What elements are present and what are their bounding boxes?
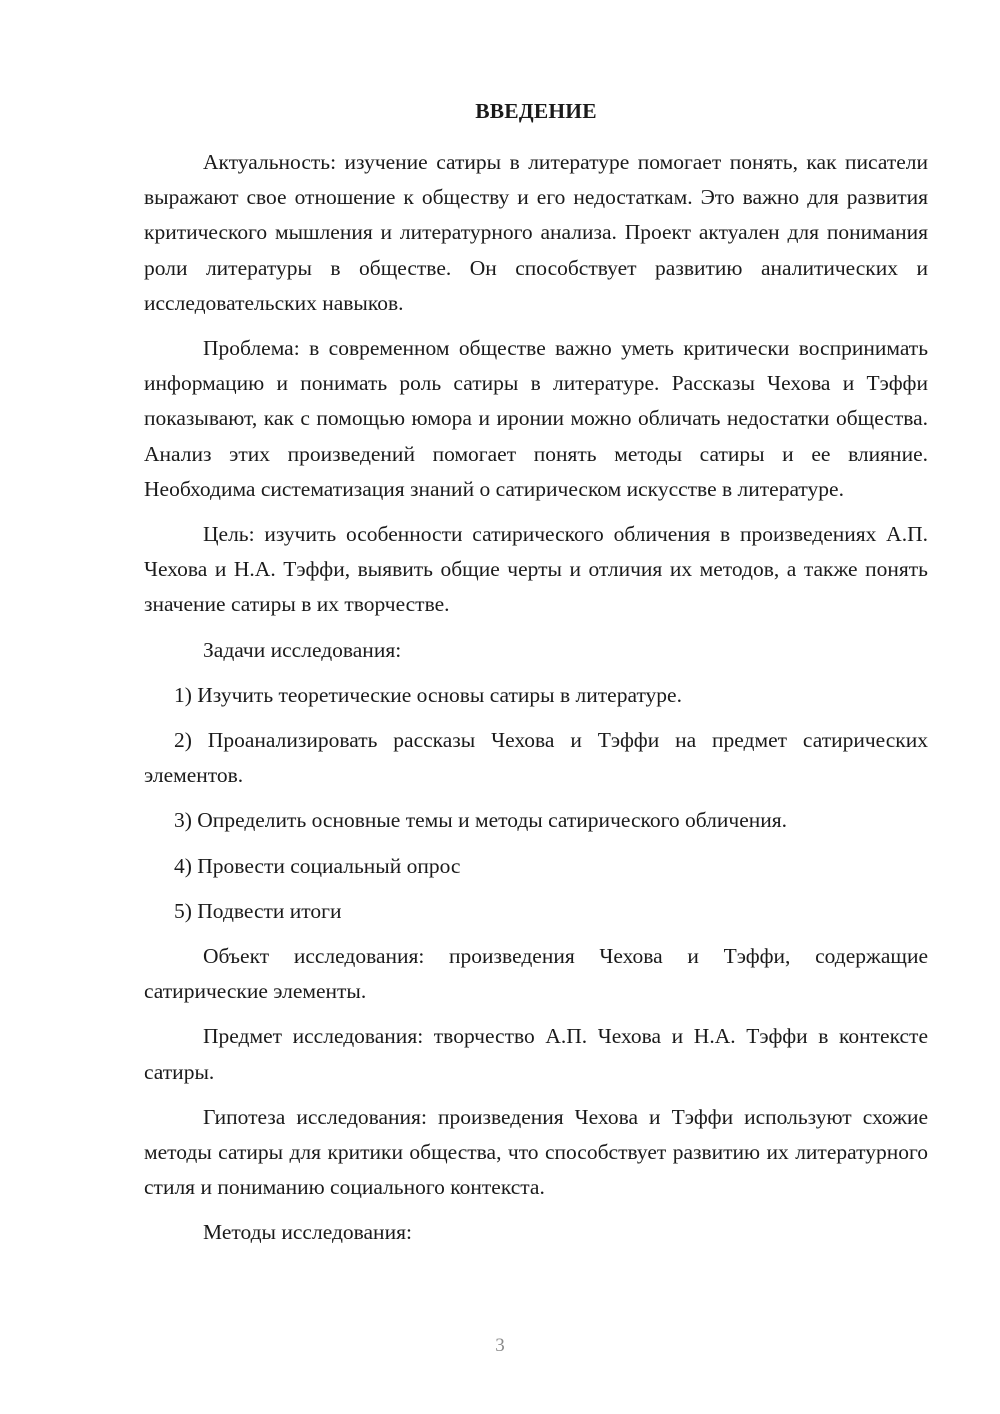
page-title: ВВЕДЕНИЕ: [475, 99, 597, 123]
page-number: 3: [495, 1335, 505, 1356]
hypothesis-paragraph: Гипотеза исследования: произведения Чехова и Тэффи используют схожие методы сатиры для критики общества, что способствует развитию их литературного стиля и пониманию социального контекста.: [144, 1104, 928, 1200]
goal-paragraph: Цель: изучить особенности сатирического обличения в произведениях А.П. Чехова и Н.А. Тэффи, выявить общие черты и отличия их методов, а также понять значение сатиры в их творчестве.: [144, 522, 928, 617]
problem-paragraph: Проблема: в современном обществе важно уметь критически воспринимать информацию и понимать роль сатиры в литературе. Рассказы Чехова и Тэффи показывают, как с помощью юмора и иронии можно обличать недостатки общества. Анализ этих произведений помогает понять методы сатиры и ее влияние. Необходима систематизация знаний о сатирическом искусстве в литературе.: [144, 336, 928, 501]
object-paragraph: Объект исследования: произведения Чехова и Тэффи, содержащие сатирические элементы.: [144, 944, 928, 1004]
methods-heading: Методы исследования:: [203, 1220, 412, 1245]
task-item: 5) Подвести итоги: [174, 898, 342, 923]
subject-paragraph: Предмет исследования: творчество А.П. Чехова и Н.А. Тэффи в контексте сатиры.: [144, 1024, 928, 1084]
task-item: 3) Определить основные темы и методы сатирического обличения.: [174, 808, 788, 833]
relevance-paragraph: Актуальность: изучение сатиры в литературе помогает понять, как писатели выражают свое отношение к обществу и его недостаткам. Это важно для развития критического мышления и литературного анализа. Проект актуален для понимания роли литературы в обществе. Он способствует развитию аналитических и исследовательских навыков.: [144, 150, 928, 315]
task-item: 4) Провести социальный опрос: [174, 853, 461, 878]
page-content: [144, 98, 928, 1261]
task-item: 1) Изучить теоретические основы сатиры в литературе.: [174, 682, 682, 707]
task-item: 2) Проанализировать рассказы Чехова и Тэффи на предмет сатирических элементов.: [144, 728, 928, 788]
tasks-heading: Задачи исследования:: [203, 637, 402, 662]
